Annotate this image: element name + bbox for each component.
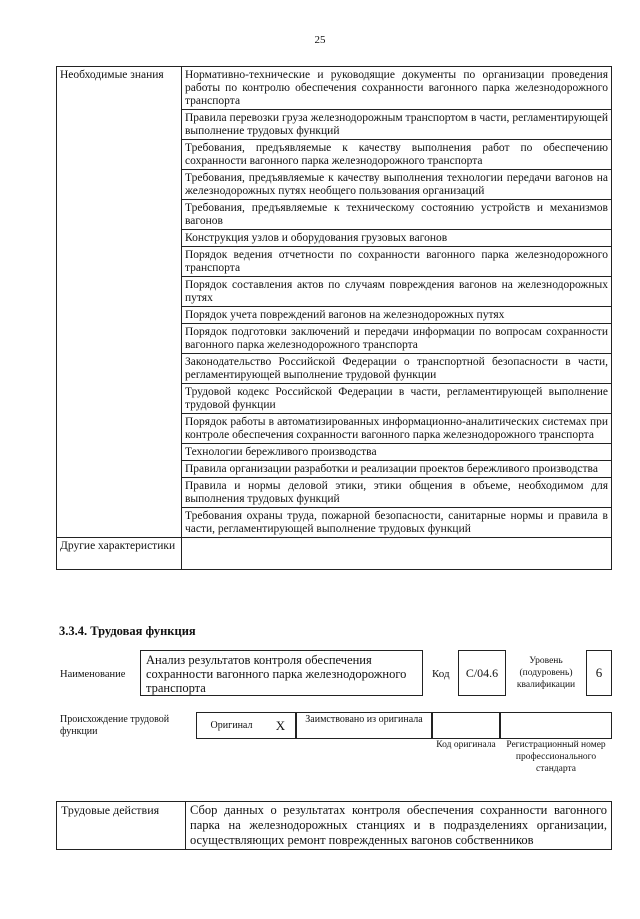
table-row [57,67,612,110]
original-mark: X [266,712,296,739]
knowledge-item: Требования охраны труда, пожарной безопасности, санитарные нормы и правила в части, регламентирующей выполнение трудовых функций [182,508,612,538]
other-value [182,538,612,570]
reg-number-cell [500,712,612,739]
actions-table [56,801,612,850]
page-number: 25 [314,34,326,46]
knowledge-table [56,66,612,570]
code-label: Код [432,668,450,680]
table-row [57,802,612,850]
table-row [57,538,612,570]
code-caption: Код оригинала [436,740,496,750]
level-label: Уровень (подуровень) квалификации [516,656,576,690]
knowledge-item: Правила и нормы деловой этики, этики общения в объеме, необходимом для выполнения трудовых функций [182,478,612,508]
function-heading: 3.3.4. Трудовая функция [59,624,196,638]
actions-label: Трудовые действия [57,802,186,850]
knowledge-item: Требования, предъявляемые к качеству выполнения технологии передачи вагонов на железнодорожных путях необщего пользования организаций [182,170,612,200]
code-value: C/04.6 [458,650,506,696]
origin-label: Происхождение трудовой функции [60,714,170,737]
knowledge-item: Требования, предъявляемые к качеству выполнения работ по обеспечению сохранности вагонного парка железнодорожного транспорта [182,140,612,170]
reg-caption: Регистрационный номер профессионального стандарта [506,740,606,774]
other-label: Другие характеристики [57,538,182,570]
level-value: 6 [586,650,612,696]
original-label: Оригинал [196,712,266,739]
knowledge-item: Порядок подготовки заключений и передачи информации по вопросам сохранности вагонного парка железнодорожного транспорта [182,324,612,354]
knowledge-item: Порядок работы в автоматизированных информационно-аналитических системах при контроле обеспечения сохранности вагонного парка железнодорожного транспорта [182,414,612,444]
knowledge-label: Необходимые знания [57,67,182,538]
knowledge-item: Правила перевозки груза железнодорожным транспортом в части, регламентирующей выполнение трудовых функций [182,110,612,140]
function-name-box: Анализ результатов контроля обеспечения сохранности вагонного парка железнодорожного транспорта [140,650,423,696]
knowledge-item: Порядок учета повреждений вагонов на железнодорожных путях [182,307,612,324]
name-label: Наименование [60,669,126,680]
knowledge-item: Требования, предъявляемые к техническому состоянию устройств и механизмов вагонов [182,200,612,230]
knowledge-item: Порядок составления актов по случаям повреждения вагонов на железнодорожных путях [182,277,612,307]
knowledge-item: Правила организации разработки и реализации проектов бережливого производства [182,461,612,478]
knowledge-item: Порядок ведения отчетности по сохранности вагонного парка железнодорожного транспорта [182,247,612,277]
knowledge-item: Трудовой кодекс Российской Федерации в части, регламентирующей выполнение трудовой функции [182,384,612,414]
original-code-cell [432,712,500,739]
borrowed-label: Заимствовано из оригинала [296,712,432,739]
actions-text: Сбор данных о результатах контроля обеспечения сохранности вагонного парка на железнодорожных станциях и в подразделениях организации, осуществляющих ремонт поврежденных вагонов собственников [186,802,612,850]
knowledge-item: Законодательство Российской Федерации о транспортной безопасности в части, регламентирующей выполнение трудовой функции [182,354,612,384]
knowledge-item: Конструкция узлов и оборудования грузовых вагонов [182,230,612,247]
knowledge-item: Нормативно-технические и руководящие документы по организации проведения работы по контролю обеспечения сохранности вагонного парка железнодорожного транспорта [182,67,612,110]
knowledge-item: Технологии бережливого производства [182,444,612,461]
